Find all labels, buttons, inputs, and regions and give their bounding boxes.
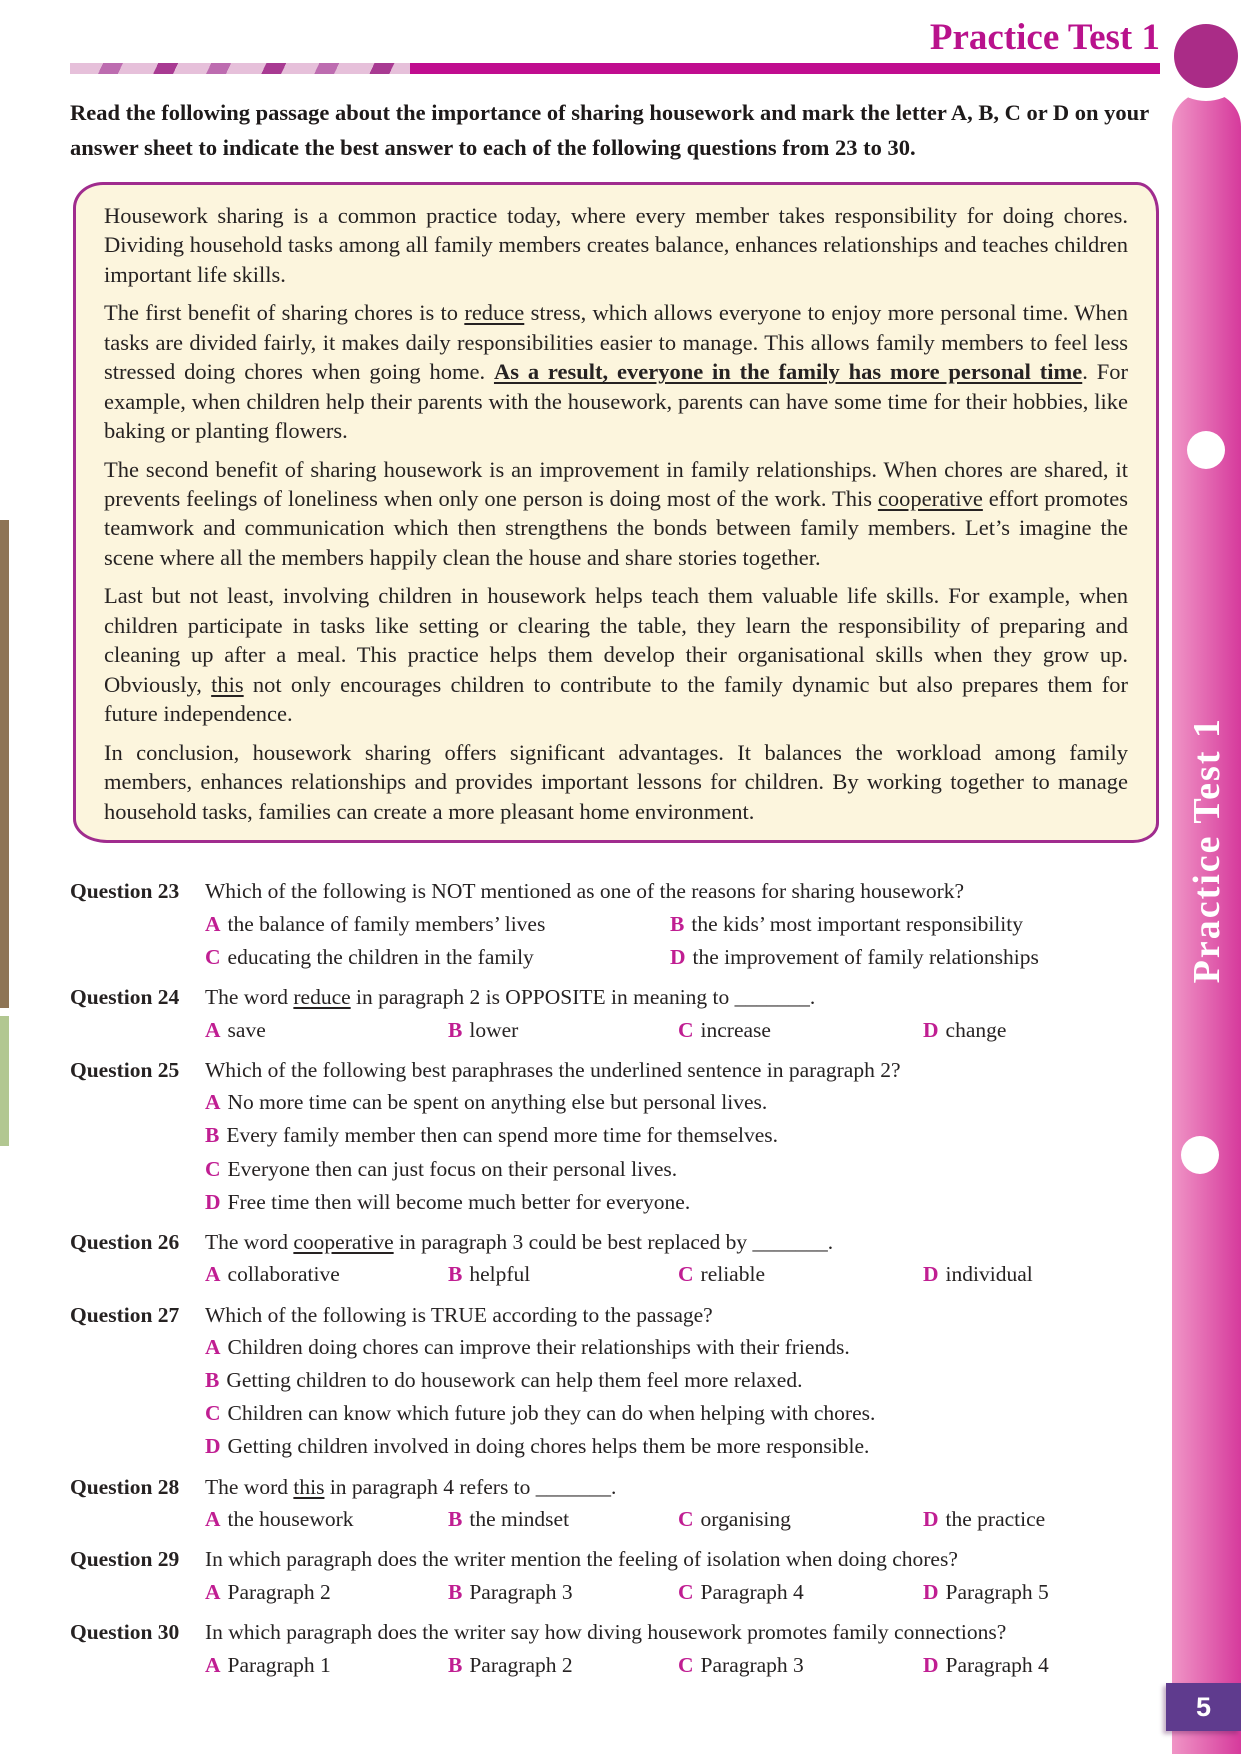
- option-A: [205, 1259, 448, 1289]
- passage-text: Last but not least, involving children in housework helps teach them valuable life skills. For example, when children participate in tasks like setting or clearing the table, they learn the responsibility of preparing and cleaning up after a meal. This practice helps them develop their organisational skills when they grow up. Obviously,: [104, 583, 1128, 697]
- option-text: educating the children in the family: [227, 944, 534, 969]
- question-prompt: [205, 1056, 1160, 1086]
- option-text: the housework: [227, 1507, 354, 1532]
- page-number-box: [1166, 1683, 1241, 1731]
- option-A: [205, 1015, 448, 1045]
- option-B: [448, 1650, 678, 1680]
- option-text: Getting children to do housework can help them feel more relaxed.: [226, 1368, 803, 1393]
- option-letter: D: [923, 1017, 939, 1042]
- prompt-text: in paragraph 4 refers to _______.: [324, 1474, 617, 1499]
- option-letter: A: [205, 1652, 221, 1677]
- question-prompt: [205, 1228, 1160, 1258]
- passage-text: In conclusion, housework sharing offers significant advantages. It balances the workload among family members, enhances relationships and provides important lessons for children. By working together to manage household tasks, families can create a more pleasant home environment.: [104, 739, 1128, 824]
- option-letter: D: [923, 1652, 939, 1677]
- option-letter: D: [923, 1262, 939, 1287]
- main-content: [70, 96, 1160, 1691]
- passage-paragraph: [104, 581, 1128, 728]
- options: [205, 1577, 1160, 1607]
- options: [205, 1259, 1160, 1289]
- prompt-text: in paragraph 3 could be best replaced by _______.: [393, 1229, 834, 1254]
- sidebar-label-text: Practice Test 1: [1185, 716, 1228, 984]
- option-text: Paragraph 1: [227, 1652, 331, 1677]
- option-letter: B: [205, 1123, 220, 1148]
- option-letter: D: [670, 944, 686, 969]
- option-text: organising: [700, 1507, 791, 1532]
- option-C: [678, 1577, 923, 1607]
- prompt-text: Which of the following is TRUE according to the passage?: [205, 1302, 713, 1327]
- question-label: Question 30: [70, 1620, 180, 1645]
- question-head: [70, 1056, 1160, 1086]
- option-text: Paragraph 4: [945, 1652, 1049, 1677]
- option-D: [923, 1259, 1160, 1289]
- question-prompt: [205, 1473, 1160, 1503]
- option-B: [448, 1504, 678, 1534]
- question-block: [70, 1545, 1160, 1607]
- question-head: [70, 1545, 1160, 1575]
- option-letter: B: [448, 1262, 463, 1287]
- question-head: [70, 1301, 1160, 1331]
- option-text: Paragraph 4: [700, 1579, 804, 1604]
- option-letter: A: [205, 1507, 221, 1532]
- option-text: the improvement of family relationships: [692, 944, 1039, 969]
- passage-paragraph: [104, 298, 1128, 445]
- option-letter: C: [678, 1507, 694, 1532]
- options: [205, 909, 1160, 972]
- option-letter: C: [205, 1401, 221, 1426]
- option-text: change: [945, 1017, 1007, 1042]
- question-block: [70, 877, 1160, 972]
- header-stripe: [70, 63, 1160, 74]
- passage-paragraph: [104, 201, 1128, 289]
- option-B: [448, 1577, 678, 1607]
- question-label: Question 23: [70, 879, 180, 904]
- passage-text: Housework sharing is a common practice today, where every member takes responsibility for doing chores. Dividing household tasks among all family members creates balance, enhances relationships and teaches children important life skills.: [104, 202, 1128, 287]
- question-block: [70, 983, 1160, 1045]
- option-C: [678, 1259, 923, 1289]
- option-text: Getting children involved in doing chores helps them be more responsible.: [227, 1434, 870, 1459]
- question-head: [70, 1618, 1160, 1648]
- passage-text: not only encourages children to contribute to the family dynamic but also prepares them for future independence.: [104, 671, 1129, 727]
- instructions: Read the following passage about the importance of sharing housework and mark the letter A, B, C or D on your answer sheet to indicate the best answer to each of the following questions from 23 to 30.: [70, 100, 1149, 160]
- option-text: the balance of family members’ lives: [227, 911, 546, 936]
- option-letter: B: [448, 1652, 463, 1677]
- option-D: [923, 1577, 1160, 1607]
- option-letter: C: [678, 1262, 694, 1287]
- underlined-term: reduce: [464, 300, 525, 326]
- option-letter: C: [678, 1579, 694, 1604]
- option-letter: A: [205, 1262, 221, 1287]
- question-head: [70, 1473, 1160, 1503]
- option-A: [205, 1332, 1160, 1362]
- option-A: [205, 1577, 448, 1607]
- option-C: [205, 1154, 1160, 1184]
- sidebar-dot: [1187, 431, 1225, 469]
- page-number: 5: [1195, 1691, 1212, 1722]
- option-B: [205, 1365, 1160, 1395]
- option-text: Paragraph 3: [700, 1652, 804, 1677]
- passage-box: [73, 182, 1159, 843]
- option-letter: D: [205, 1189, 221, 1214]
- option-text: Paragraph 2: [227, 1579, 331, 1604]
- underlined-term: cooperative: [877, 485, 983, 511]
- option-text: the mindset: [469, 1507, 570, 1532]
- underlined-term: this: [211, 671, 244, 697]
- question-prompt: [205, 1618, 1160, 1648]
- option-text: save: [227, 1017, 266, 1042]
- question-prompt: [205, 877, 1160, 907]
- options: [205, 1087, 1160, 1216]
- option-letter: B: [448, 1507, 463, 1532]
- prompt-text: The word: [205, 1229, 294, 1254]
- question-head: [70, 877, 1160, 907]
- prompt-text: Which of the following best paraphrases the underlined sentence in paragraph 2?: [205, 1057, 901, 1082]
- option-D: [923, 1015, 1160, 1045]
- option-text: the kids’ most important responsibility: [691, 911, 1023, 936]
- questions: [70, 877, 1160, 1680]
- prompt-text: Which of the following is NOT mentioned as one of the reasons for sharing housework?: [205, 879, 965, 904]
- option-letter: A: [205, 1017, 221, 1042]
- option-text: Free time then will become much better for everyone.: [227, 1189, 691, 1214]
- option-A: [205, 1087, 1160, 1117]
- option-letter: D: [205, 1434, 221, 1459]
- option-text: increase: [700, 1017, 771, 1042]
- question-block: [70, 1056, 1160, 1217]
- corner-circle: [1174, 24, 1238, 88]
- question-label: Question 29: [70, 1547, 180, 1572]
- option-text: lower: [469, 1017, 519, 1042]
- option-B: [670, 909, 1160, 939]
- underlined-term: As a result, everyone in the family has more personal time: [493, 359, 1083, 385]
- underlined-term: cooperative: [293, 1229, 394, 1254]
- question-block: [70, 1228, 1160, 1290]
- option-text: Every family member then can spend more time for themselves.: [226, 1123, 778, 1148]
- option-A: [205, 909, 670, 939]
- option-B: [448, 1259, 678, 1289]
- question-block: [70, 1618, 1160, 1680]
- prompt-text: In which paragraph does the writer mention the feeling of isolation when doing chores?: [205, 1547, 958, 1572]
- passage-text: stress, which allows everyone to enjoy more personal time. When tasks are divided fairly, it makes daily responsibilities easier to manage. This allows family members to feel less stressed doing chores when going home.: [104, 300, 1128, 385]
- prompt-text: The word: [205, 1474, 294, 1499]
- sidebar-label: [1172, 620, 1241, 1080]
- passage-text: The first benefit of sharing chores is to: [104, 300, 465, 326]
- option-letter: C: [678, 1017, 694, 1042]
- option-text: Children can know which future job they can do when helping with chores.: [227, 1401, 876, 1426]
- option-letter: B: [205, 1368, 220, 1393]
- option-letter: C: [205, 944, 221, 969]
- page-title: Practice Test 1: [929, 17, 1160, 58]
- option-C: [205, 942, 670, 972]
- prompt-text: in paragraph 2 is OPPOSITE in meaning to _______.: [350, 984, 816, 1009]
- option-text: Paragraph 3: [469, 1579, 573, 1604]
- option-B: [448, 1015, 678, 1045]
- options: [205, 1015, 1160, 1045]
- option-text: Everyone then can just focus on their personal lives.: [227, 1156, 678, 1181]
- option-D: [923, 1650, 1160, 1680]
- option-letter: A: [205, 1579, 221, 1604]
- underlined-term: reduce: [293, 984, 351, 1009]
- passage-paragraph: [104, 738, 1128, 826]
- question-label: Question 27: [70, 1302, 180, 1327]
- options: [205, 1332, 1160, 1461]
- option-text: Paragraph 2: [469, 1652, 573, 1677]
- option-A: [205, 1504, 448, 1534]
- option-C: [678, 1650, 923, 1680]
- prompt-text: The word: [205, 984, 294, 1009]
- question-label: Question 24: [70, 984, 180, 1009]
- question-prompt: [205, 1545, 1160, 1575]
- option-letter: A: [205, 1335, 221, 1360]
- question-label: Question 26: [70, 1229, 180, 1254]
- option-text: collaborative: [227, 1262, 340, 1287]
- option-C: [678, 1504, 923, 1534]
- question-head: [70, 1228, 1160, 1258]
- edge-tab-green: [0, 1016, 9, 1146]
- option-letter: A: [205, 911, 221, 936]
- question-head: [70, 983, 1160, 1013]
- passage-paragraph: [104, 455, 1128, 573]
- option-C: [678, 1015, 923, 1045]
- option-B: [205, 1120, 1160, 1150]
- option-text: No more time can be spent on anything else but personal lives.: [227, 1090, 768, 1115]
- question-prompt: [205, 1301, 1160, 1331]
- option-text: individual: [945, 1262, 1033, 1287]
- option-D: [205, 1187, 1160, 1217]
- underlined-term: this: [293, 1474, 325, 1499]
- option-C: [205, 1398, 1160, 1428]
- option-letter: B: [448, 1017, 463, 1042]
- option-text: reliable: [700, 1262, 765, 1287]
- option-text: helpful: [469, 1262, 531, 1287]
- prompt-text: In which paragraph does the writer say how diving housework promotes family connections?: [205, 1620, 1007, 1645]
- question-label: Question 28: [70, 1474, 180, 1499]
- option-text: Paragraph 5: [945, 1579, 1049, 1604]
- option-text: Children doing chores can improve their relationships with their friends.: [227, 1335, 850, 1360]
- passage-text: The second benefit of sharing housework is an improvement in family relationships. When chores are shared, it prevents feelings of loneliness when only one person is doing most of the work. This: [104, 456, 1128, 511]
- option-letter: A: [205, 1090, 221, 1115]
- passage-paragraphs: [104, 201, 1128, 826]
- question-block: [70, 1473, 1160, 1535]
- option-letter: C: [205, 1156, 221, 1181]
- options: [205, 1504, 1160, 1534]
- question-block: [70, 1301, 1160, 1462]
- passage-text: . For example, when children help their parents with the housework, parents can have some time for their hobbies, like baking or planting flowers.: [104, 359, 1128, 444]
- options: [205, 1650, 1160, 1680]
- option-A: [205, 1650, 448, 1680]
- edge-tab-brown: [0, 520, 9, 1008]
- option-D: [670, 942, 1160, 972]
- option-letter: D: [923, 1507, 939, 1532]
- passage-text: effort promotes teamwork and communication which then strengthens the bonds between family members. Let’s imagine the scene where all the members happily clean the house and share stories together.: [104, 485, 1128, 570]
- question-label: Question 25: [70, 1057, 180, 1082]
- question-prompt: [205, 983, 1160, 1013]
- option-letter: B: [448, 1579, 463, 1604]
- option-text: the practice: [945, 1507, 1046, 1532]
- option-D: [205, 1431, 1160, 1461]
- option-letter: C: [678, 1652, 694, 1677]
- option-letter: D: [923, 1579, 939, 1604]
- option-letter: B: [670, 911, 685, 936]
- sidebar-dot: [1181, 1136, 1219, 1174]
- option-D: [923, 1504, 1160, 1534]
